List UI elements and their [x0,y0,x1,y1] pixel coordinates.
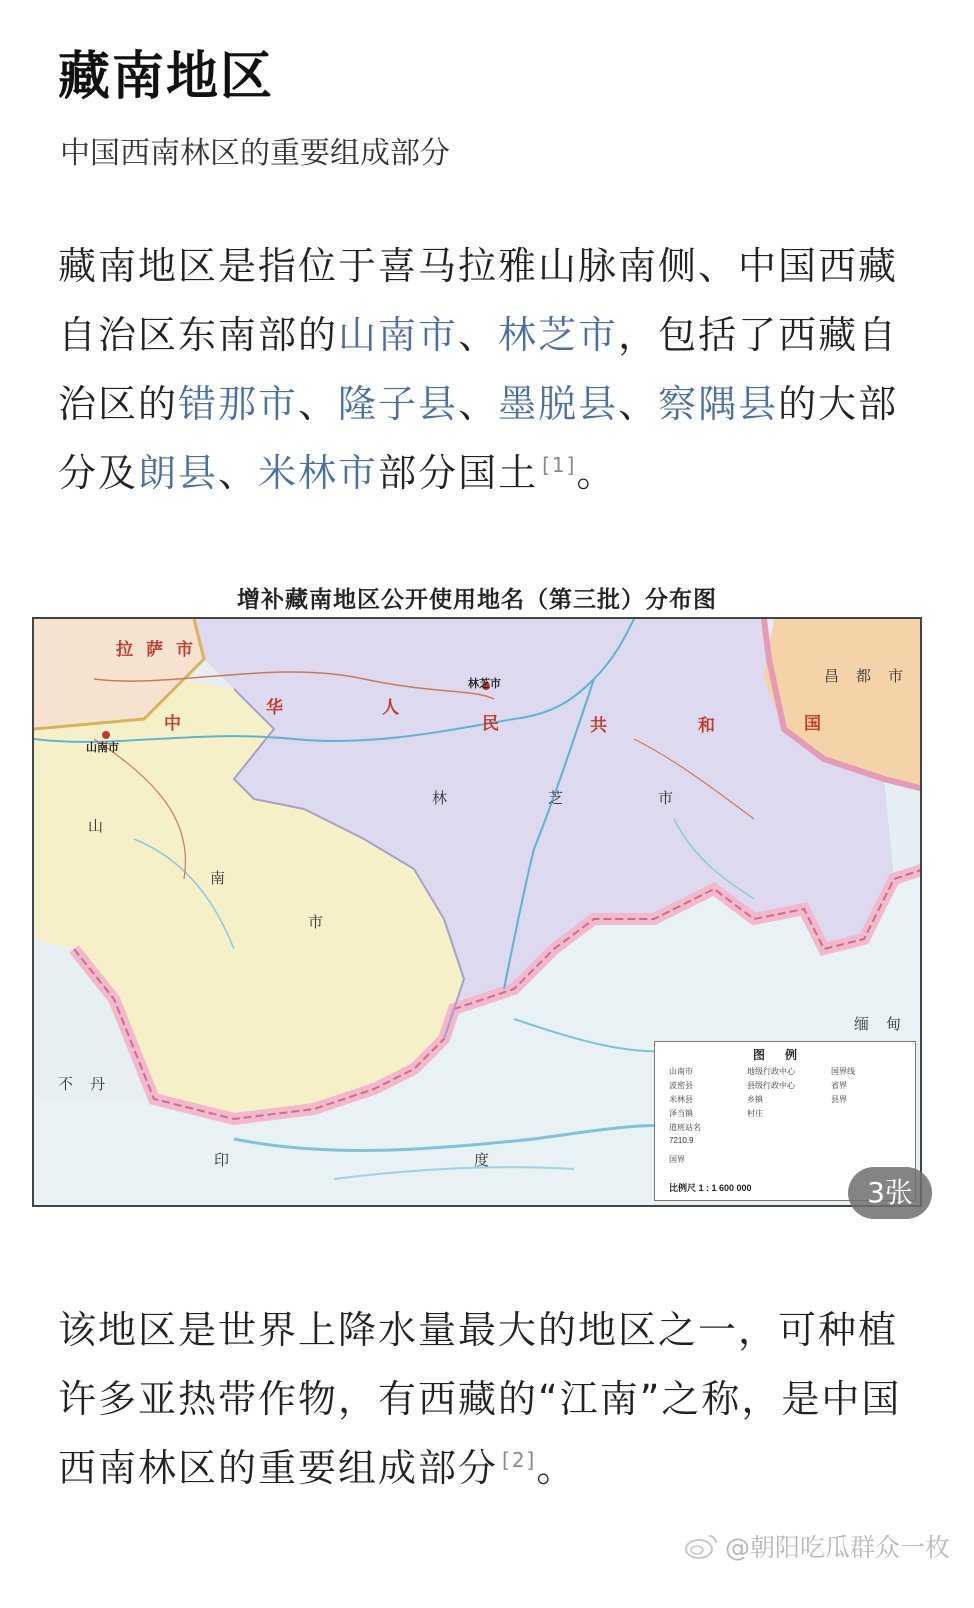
link-motuo[interactable]: 墨脱县 [498,382,619,426]
map-label-lhasa-1: 拉 [116,640,133,660]
map-label-india-1: 印 [214,1151,230,1169]
map-label-myanmar-1: 缅 [854,1015,870,1033]
link-shannan[interactable]: 山南市 [338,313,459,357]
map-label-country-1: 中 [164,714,181,734]
link-linzhi[interactable]: 林芝市 [498,313,619,357]
intro-text: 、 [618,382,659,426]
legend-item: 米林县 [669,1095,693,1104]
legend-item: 国界线 [831,1067,855,1076]
link-langxian[interactable]: 朗县 [138,451,219,495]
legend-scale: 比例尺 1 : 1 600 000 [669,1183,752,1193]
climate-paragraph [58,1296,916,1503]
map-label-country-5: 共 [590,716,607,736]
intro-text: 。 [576,451,617,495]
intro-paragraph [58,232,916,508]
link-cuona[interactable]: 错那市 [178,382,299,426]
map-label-country-4: 民 [482,714,499,734]
weibo-logo-icon [683,1533,719,1559]
map-figure[interactable] [32,575,922,1207]
map-label-country-7: 国 [804,714,821,734]
map-label-myanmar-2: 甸 [886,1015,902,1033]
legend-item: 波密县 [669,1081,693,1090]
climate-text: 该地区是世界上降水量最大的地区之一，可种植许多亚热带作物，有西藏的“江南”之称，是中国西南林区的重要组成部分 [58,1308,902,1490]
legend-item: 乡镇 [747,1095,763,1104]
link-chayu[interactable]: 察隅县 [658,382,779,426]
intro-text: 部分国土 [378,451,539,495]
map-city-shannan: 山南市 [86,742,119,754]
map-label-changdu-3: 市 [888,667,904,685]
map-city-linzhi: 林芝市 [468,678,501,690]
intro-text: 、 [458,382,499,426]
map-title: 增补藏南地区公开使用地名（第三批）分布图 [237,586,717,613]
legend-item: 县界 [831,1095,847,1104]
watermark-text: @朝阳吃瓜群众一枚 [724,1533,950,1562]
legend-item: 省界 [831,1081,847,1090]
intro-text: 、 [458,313,499,357]
legend-item: 7210.9 [669,1136,694,1145]
link-longzi[interactable]: 隆子县 [338,382,459,426]
legend-item: 山南市 [669,1067,693,1076]
reference-2[interactable]: [2] [502,1448,537,1473]
legend-item: 国界 [669,1155,685,1164]
climate-text: 。 [536,1446,577,1490]
map-label-bhutan-2: 丹 [90,1075,106,1093]
weibo-watermark [683,1528,950,1564]
map-label-linzhi-3: 市 [658,789,674,807]
legend-item: 道班站名 [669,1123,701,1132]
map-label-shannan-2: 南 [210,869,226,887]
intro-text: 、 [298,382,339,426]
page-title: 藏南地区 [58,47,275,107]
map-label-bhutan-1: 不 [58,1075,74,1093]
page-subtitle: 中国西南林区的重要组成部分 [60,136,450,171]
map-label-lhasa-3: 市 [176,640,193,660]
map-label-lhasa-2: 萨 [146,640,163,660]
map-label-country-2: 华 [266,698,283,718]
map-label-shannan-3: 市 [308,913,324,931]
map-label-india-2: 度 [474,1151,490,1169]
map-label-changdu-1: 昌 [824,667,840,685]
map-label-linzhi-2: 芝 [548,789,564,807]
legend-item: 村庄 [747,1109,763,1118]
legend-item: 县级行政中心 [747,1081,795,1090]
map-label-country-3: 人 [382,698,399,718]
map-label-linzhi-1: 林 [432,789,448,807]
image-count-badge[interactable]: 3张 [848,1167,932,1219]
link-milin[interactable]: 米林市 [258,451,379,495]
legend-title: 图例 [752,1048,817,1062]
map-label-country-6: 和 [698,716,715,736]
intro-text: 藏南地区是指位于喜马拉雅山脉南侧、中国西藏自治区东南部的 [58,244,899,357]
legend-item: 地级行政中心 [747,1067,795,1076]
map-image[interactable] [32,617,922,1207]
intro-text: 、 [218,451,259,495]
map-label-shannan-1: 山 [88,817,104,835]
intro-text: ，包括了西藏自治区的 [58,313,899,426]
map-label-changdu-2: 都 [856,667,872,685]
reference-1[interactable]: [1] [542,453,577,478]
intro-text: 的大部分及 [58,382,899,495]
legend-item: 泽当镇 [669,1109,693,1118]
